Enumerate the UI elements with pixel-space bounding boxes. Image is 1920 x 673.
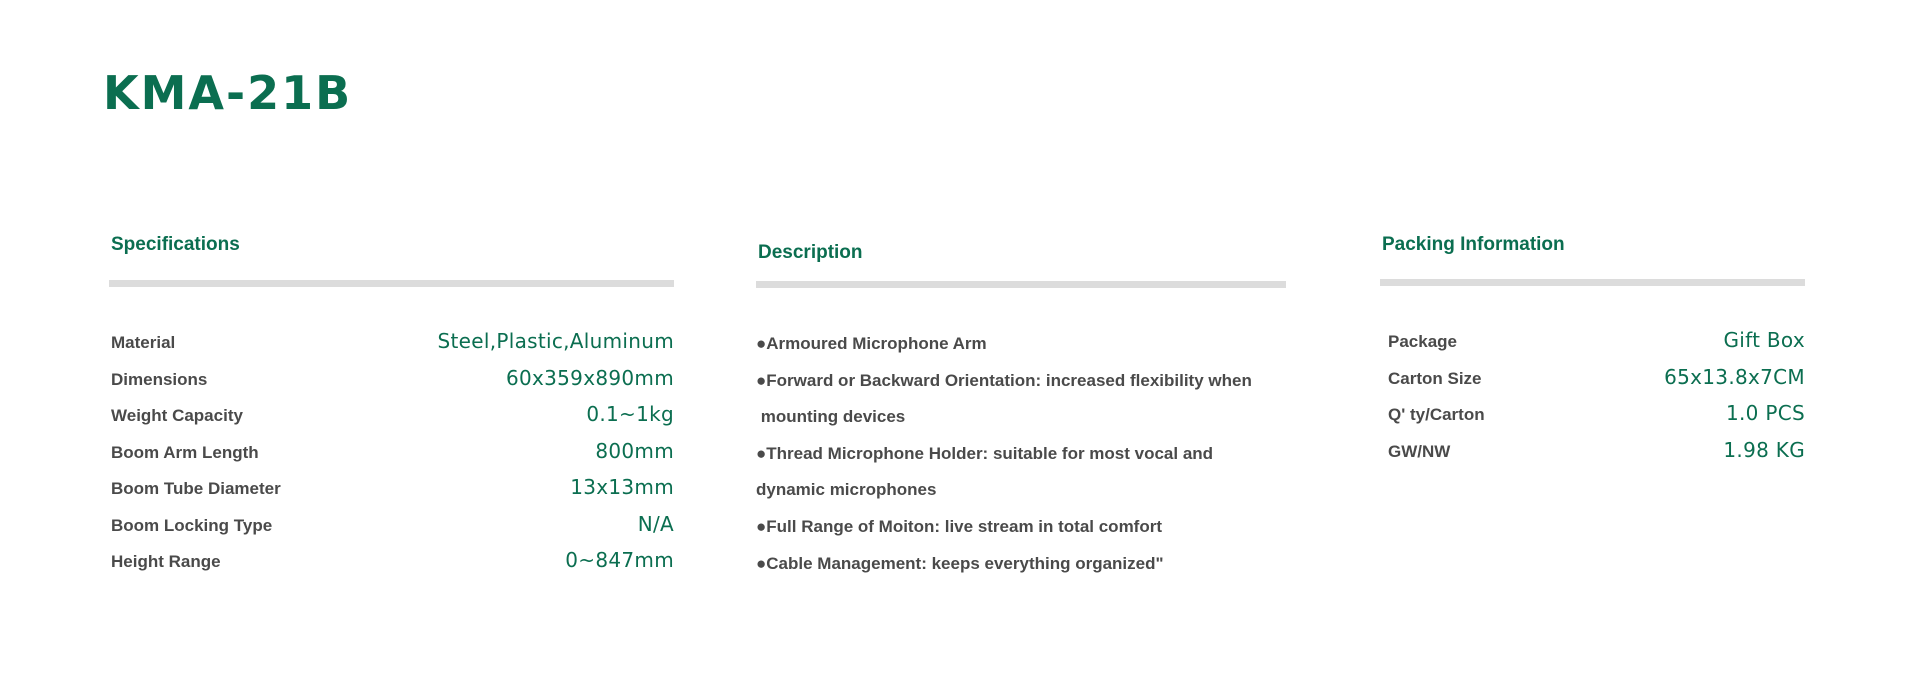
specifications-heading: Specifications bbox=[111, 234, 240, 255]
spec-row-weight-capacity bbox=[109, 398, 674, 428]
pack-value: 65x13.8x7CM bbox=[1664, 364, 1805, 389]
spec-row-height-range bbox=[109, 544, 674, 574]
description-line: ●Cable Management: keeps everything organized" bbox=[756, 553, 1164, 573]
spec-row-boom-arm-length bbox=[109, 435, 674, 465]
description-line: ●Thread Microphone Holder: suitable for most vocal and bbox=[756, 443, 1214, 463]
description-section bbox=[756, 238, 1286, 598]
spec-value: Steel,Plastic,Aluminum bbox=[437, 329, 674, 353]
pack-label: GW/NW bbox=[1388, 441, 1451, 461]
description-line: ●Forward or Backward Orientation: increased flexibility when bbox=[756, 370, 1252, 390]
spec-value: 800mm bbox=[595, 438, 674, 463]
spec-row-material bbox=[109, 325, 674, 355]
spec-label: Material bbox=[111, 333, 176, 352]
description-line: ●Armoured Microphone Arm bbox=[756, 334, 987, 353]
spec-row-boom-tube-diameter bbox=[109, 471, 674, 501]
spec-value: 0.1~1kg bbox=[586, 402, 674, 426]
spec-value: N/A bbox=[637, 511, 674, 536]
pack-value: Gift Box bbox=[1723, 328, 1805, 352]
description-divider bbox=[756, 281, 1286, 288]
spec-row-dimensions bbox=[109, 362, 674, 392]
packing-heading: Packing Information bbox=[1382, 234, 1565, 255]
description-list bbox=[756, 326, 1252, 582]
spec-label: Height Range bbox=[111, 552, 221, 571]
packing-section bbox=[1380, 230, 1805, 590]
pack-label: Q' ty/Carton bbox=[1388, 405, 1485, 424]
pack-label: Carton Size bbox=[1388, 368, 1482, 388]
description-line: ●Full Range of Moiton: live stream in total comfort bbox=[756, 516, 1163, 536]
spec-label: Weight Capacity bbox=[111, 406, 243, 425]
pack-label: Package bbox=[1388, 332, 1457, 351]
spec-label: Boom Arm Length bbox=[111, 442, 259, 462]
pack-row-qty-carton bbox=[1380, 397, 1805, 427]
pack-value: 1.0 PCS bbox=[1726, 401, 1805, 425]
pack-value: 1.98 KG bbox=[1723, 437, 1805, 462]
spec-label: Boom Locking Type bbox=[111, 515, 273, 535]
description-heading: Description bbox=[758, 242, 863, 263]
description-line: mounting devices bbox=[756, 407, 906, 427]
specifications-section bbox=[109, 230, 674, 590]
spec-label: Dimensions bbox=[111, 369, 208, 389]
spec-label: Boom Tube Diameter bbox=[111, 479, 281, 498]
spec-value: 60x359x890mm bbox=[505, 365, 674, 390]
specifications-divider bbox=[109, 280, 674, 287]
pack-row-gw-nw bbox=[1380, 434, 1805, 464]
spec-row-boom-locking-type bbox=[109, 508, 674, 538]
product-title: KMA-21B bbox=[103, 66, 353, 120]
spec-value: 13x13mm bbox=[570, 475, 674, 499]
packing-divider bbox=[1380, 279, 1805, 286]
description-line: dynamic microphones bbox=[756, 480, 937, 500]
spec-value: 0~847mm bbox=[565, 548, 674, 572]
pack-row-package bbox=[1380, 324, 1805, 354]
pack-row-carton-size bbox=[1380, 361, 1805, 391]
